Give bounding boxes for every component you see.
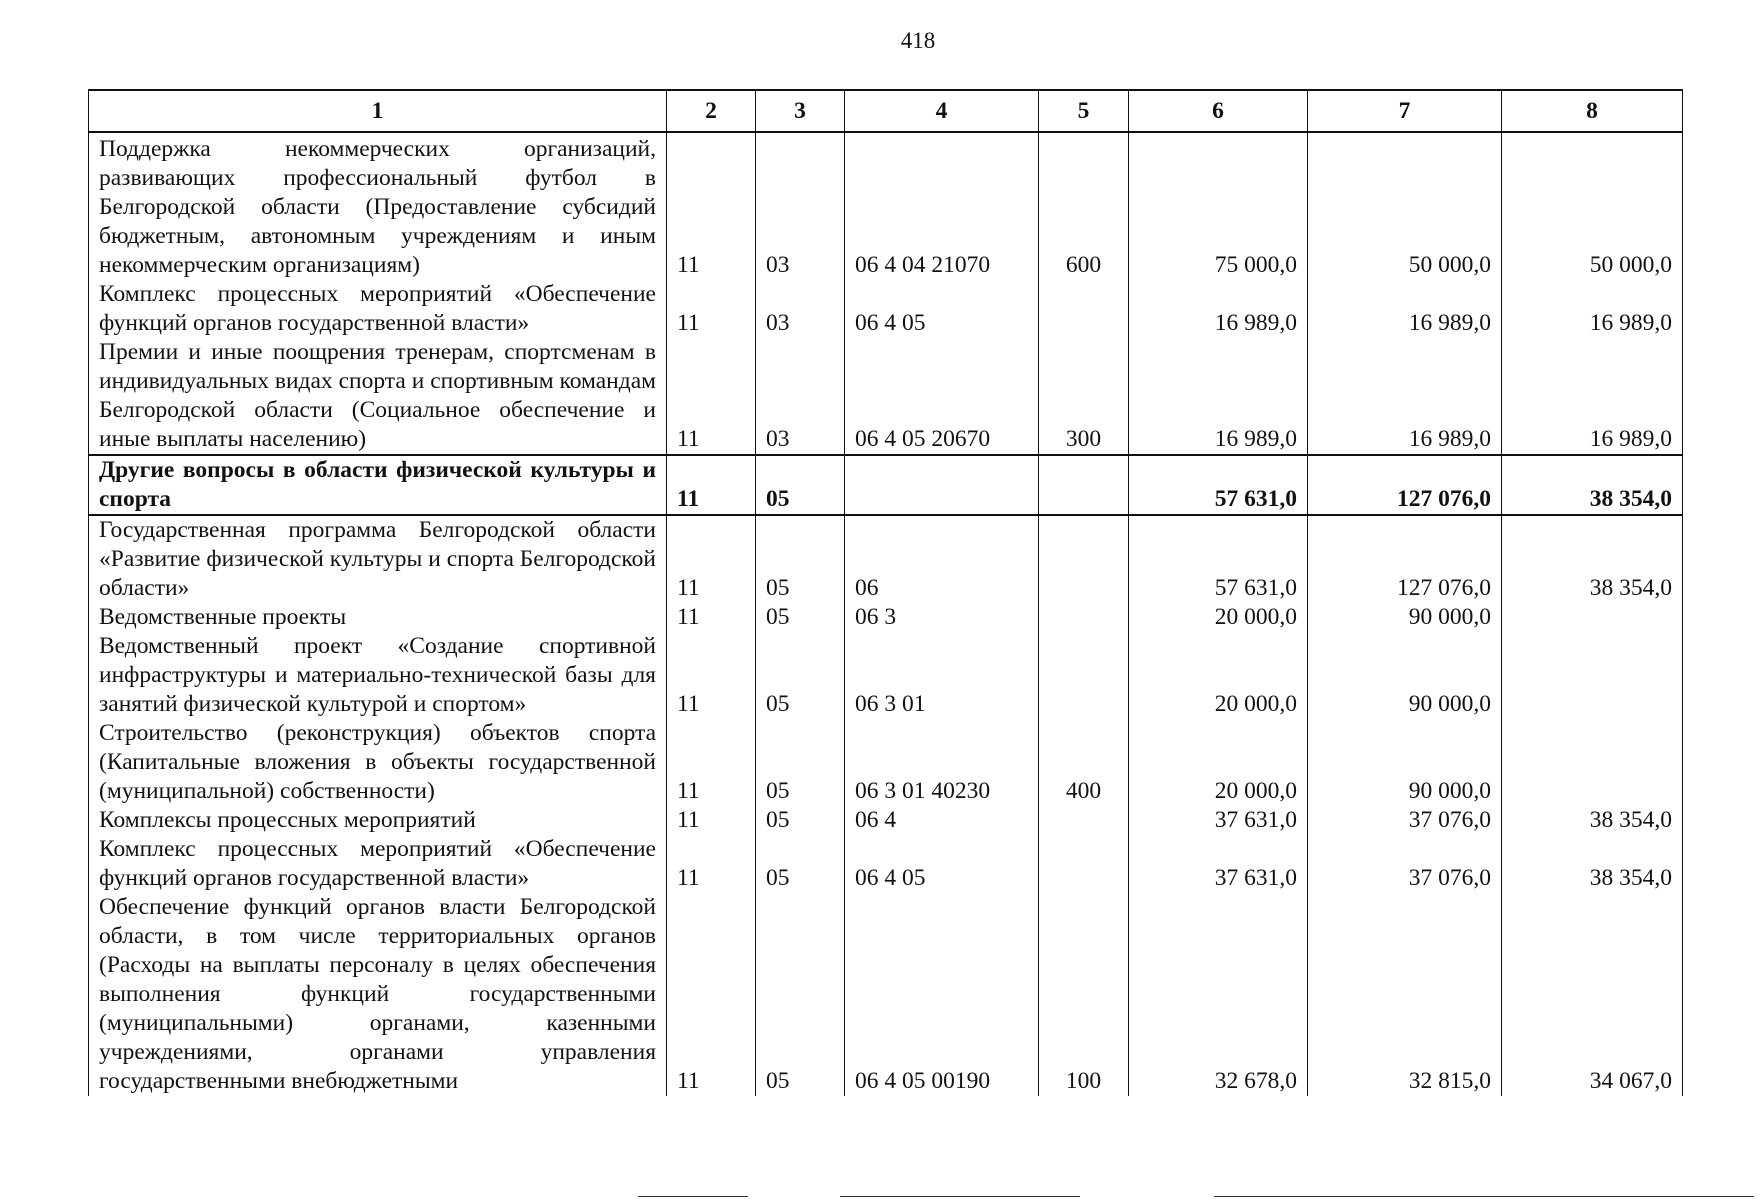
budget-table [88, 89, 1683, 1096]
section-code: 11 [667, 515, 756, 603]
section-code: 11 [667, 280, 756, 338]
table-row [89, 515, 1683, 603]
footer-rule [1214, 1196, 1754, 1197]
subsection-code: 03 [756, 280, 845, 338]
amount-year-3 [1502, 719, 1683, 806]
amount-year-3 [1502, 632, 1683, 719]
row-name: Ведомственные проекты [89, 603, 667, 632]
target-article-code [845, 455, 1039, 515]
amount-year-2: 37 076,0 [1308, 835, 1502, 893]
header-cell: 5 [1039, 90, 1129, 132]
subsection-code: 03 [756, 132, 845, 280]
amount-year-2: 50 000,0 [1308, 132, 1502, 280]
section-code: 11 [667, 603, 756, 632]
section-code: 11 [667, 835, 756, 893]
amount-year-1: 16 989,0 [1129, 338, 1308, 455]
header-cell: 8 [1502, 90, 1683, 132]
amount-year-3: 38 354,0 [1502, 455, 1683, 515]
amount-year-1: 57 631,0 [1129, 515, 1308, 603]
table-row [89, 893, 1683, 1096]
footer-rule [840, 1196, 1080, 1197]
amount-year-2: 90 000,0 [1308, 603, 1502, 632]
amount-year-2: 90 000,0 [1308, 719, 1502, 806]
amount-year-1: 37 631,0 [1129, 806, 1308, 835]
page-number: 418 [900, 28, 936, 53]
expense-type-code: 300 [1039, 338, 1129, 455]
subsection-code: 05 [756, 893, 845, 1096]
amount-year-1: 37 631,0 [1129, 835, 1308, 893]
expense-type-code [1039, 806, 1129, 835]
expense-type-code [1039, 603, 1129, 632]
target-article-code: 06 4 04 21070 [845, 132, 1039, 280]
row-name: Комплекс процессных мероприятий «Обеспечение функций органов государственной власти» [89, 280, 667, 338]
expense-type-code [1039, 632, 1129, 719]
row-name: Другие вопросы в области физической культуры и спорта [89, 455, 667, 515]
header-cell: 2 [667, 90, 756, 132]
subsection-code: 05 [756, 515, 845, 603]
expense-type-code [1039, 455, 1129, 515]
target-article-code: 06 3 [845, 603, 1039, 632]
section-code: 11 [667, 338, 756, 455]
section-code: 11 [667, 632, 756, 719]
expense-type-code [1039, 280, 1129, 338]
amount-year-3: 38 354,0 [1502, 806, 1683, 835]
subsection-code: 05 [756, 603, 845, 632]
amount-year-1: 20 000,0 [1129, 719, 1308, 806]
subsection-code: 05 [756, 632, 845, 719]
target-article-code: 06 4 05 20670 [845, 338, 1039, 455]
expense-type-code: 400 [1039, 719, 1129, 806]
footer-rule [638, 1196, 748, 1197]
amount-year-3 [1502, 603, 1683, 632]
amount-year-1: 57 631,0 [1129, 455, 1308, 515]
section-code: 11 [667, 132, 756, 280]
amount-year-2: 127 076,0 [1308, 455, 1502, 515]
target-article-code: 06 [845, 515, 1039, 603]
header-row [89, 90, 1683, 132]
row-name: Комплекс процессных мероприятий «Обеспечение функций органов государственной власти» [89, 835, 667, 893]
target-article-code: 06 3 01 [845, 632, 1039, 719]
amount-year-3: 16 989,0 [1502, 280, 1683, 338]
table-row [89, 806, 1683, 835]
header-cell: 4 [845, 90, 1039, 132]
row-name: Обеспечение функций органов власти Белгородской области, в том числе территориальных органов (Расходы на выплаты персоналу в целях обеспечения выполнения функций государственными (муниципальными) органами, казенными учреждениями, органами управления государственными внебюджетными [89, 893, 667, 1096]
amount-year-3: 38 354,0 [1502, 515, 1683, 603]
table-row [89, 719, 1683, 806]
target-article-code: 06 4 05 [845, 835, 1039, 893]
section-code: 11 [667, 455, 756, 515]
amount-year-2: 90 000,0 [1308, 632, 1502, 719]
section-code: 11 [667, 893, 756, 1096]
amount-year-2: 16 989,0 [1308, 280, 1502, 338]
expense-type-code [1039, 835, 1129, 893]
subsection-code: 05 [756, 455, 845, 515]
amount-year-1: 75 000,0 [1129, 132, 1308, 280]
amount-year-1: 32 678,0 [1129, 893, 1308, 1096]
subsection-code: 05 [756, 806, 845, 835]
amount-year-2: 127 076,0 [1308, 515, 1502, 603]
row-name: Строительство (реконструкция) объектов спорта (Капитальные вложения в объекты государственной (муниципальной) собственности) [89, 719, 667, 806]
row-name: Премии и иные поощрения тренерам, спортсменам в индивидуальных видах спорта и спортивным командам Белгородской области (Социальное обеспечение и иные выплаты населению) [89, 338, 667, 455]
amount-year-2: 16 989,0 [1308, 338, 1502, 455]
header-cell: 6 [1129, 90, 1308, 132]
table-row [89, 280, 1683, 338]
table-row [89, 632, 1683, 719]
table-row [89, 603, 1683, 632]
target-article-code: 06 4 05 00190 [845, 893, 1039, 1096]
subsection-code: 03 [756, 338, 845, 455]
section-code: 11 [667, 719, 756, 806]
target-article-code: 06 4 [845, 806, 1039, 835]
amount-year-1: 16 989,0 [1129, 280, 1308, 338]
row-name: Ведомственный проект «Создание спортивной инфраструктуры и материально-технической базы для занятий физической культурой и спортом» [89, 632, 667, 719]
table-row [89, 132, 1683, 280]
table-row [89, 455, 1683, 515]
expense-type-code [1039, 515, 1129, 603]
amount-year-3: 50 000,0 [1502, 132, 1683, 280]
subsection-code: 05 [756, 719, 845, 806]
target-article-code: 06 4 05 [845, 280, 1039, 338]
amount-year-2: 37 076,0 [1308, 806, 1502, 835]
table-row [89, 835, 1683, 893]
amount-year-2: 32 815,0 [1308, 893, 1502, 1096]
amount-year-3: 16 989,0 [1502, 338, 1683, 455]
table-row [89, 338, 1683, 455]
subsection-code: 05 [756, 835, 845, 893]
header-cell: 7 [1308, 90, 1502, 132]
amount-year-1: 20 000,0 [1129, 632, 1308, 719]
target-article-code: 06 3 01 40230 [845, 719, 1039, 806]
amount-year-3: 38 354,0 [1502, 835, 1683, 893]
row-name: Комплексы процессных мероприятий [89, 806, 667, 835]
row-name: Государственная программа Белгородской области «Развитие физической культуры и спорта Белгородской области» [89, 515, 667, 603]
header-cell: 1 [89, 90, 667, 132]
section-code: 11 [667, 806, 756, 835]
row-name: Поддержка некоммерческих организаций, развивающих профессиональный футбол в Белгородской области (Предоставление субсидий бюджетным, автономным учреждениям и иным некоммерческим организациям) [89, 132, 667, 280]
header-cell: 3 [756, 90, 845, 132]
amount-year-1: 20 000,0 [1129, 603, 1308, 632]
expense-type-code: 100 [1039, 893, 1129, 1096]
amount-year-3: 34 067,0 [1502, 893, 1683, 1096]
expense-type-code: 600 [1039, 132, 1129, 280]
